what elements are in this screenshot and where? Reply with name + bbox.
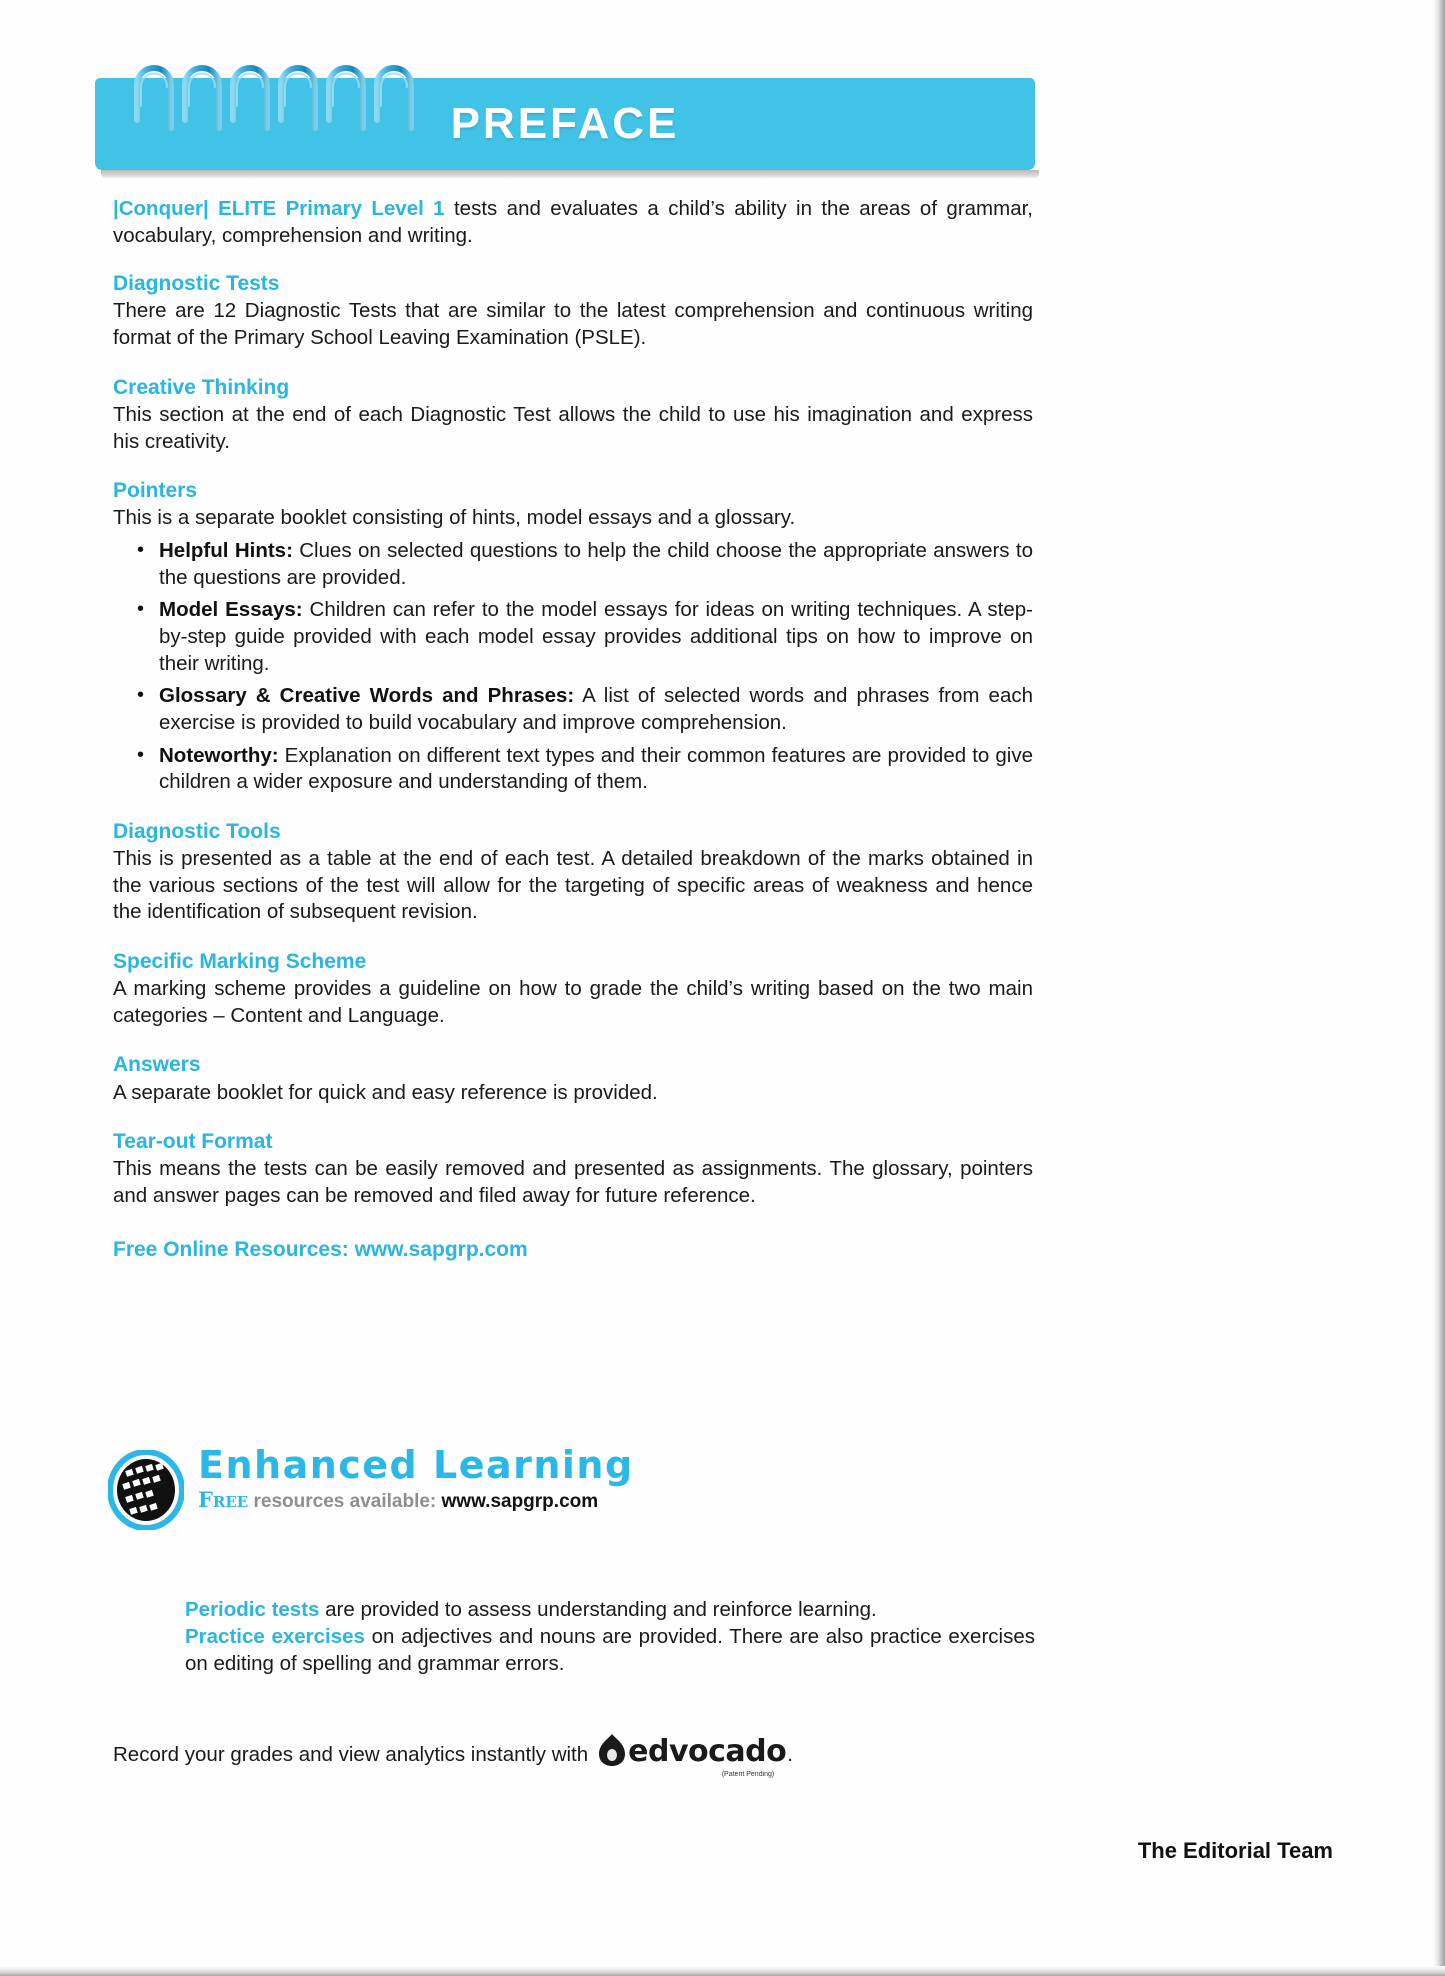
section-heading-pointers: Pointers (113, 479, 198, 503)
resources-label: resources available: (248, 1490, 442, 1512)
bullet-term: Helpful Hints: (159, 539, 293, 563)
intro-paragraph (113, 196, 1033, 249)
section-body-tear-out-format: This means the tests can be easily removed and presented as assignments. The glossary, pointers and answer pages can be removed and filed away for future reference. (113, 1157, 1033, 1208)
bullet-term: Noteworthy: (159, 743, 279, 767)
practice-exercises-line (185, 1623, 1035, 1677)
enhanced-learning-text (198, 1443, 634, 1513)
periodic-tests-line (185, 1596, 1035, 1623)
bullet-text: A list of selected words and phrases from each exercise is provided to build vocabulary and improve comprehension. (159, 684, 1033, 734)
edvocado-trademark: (Patent Pending) (721, 1771, 775, 1778)
page-edge-bottom (0, 1966, 1445, 1976)
section-body-answers: A separate booklet for quick and easy reference is provided. (113, 1080, 658, 1104)
bullet-text: Children can refer to the model essays for ideas on writing techniques. A step-by-step guide provided with each model essay provides additional tips on how to improve on their writing. (159, 598, 1033, 675)
page-title: PREFACE (450, 99, 680, 148)
free-online-resources: Free Online Resources: www.sapgrp.com (113, 1237, 528, 1261)
header-banner-shadow (101, 170, 1039, 179)
section-body-creative-thinking: This section at the end of each Diagnostic Test allows the child to use his imagination and express his creativity. (113, 402, 1033, 453)
bullet-term: Glossary & Creative Words and Phrases: (159, 684, 575, 708)
preface-body (113, 196, 1033, 1263)
list-item (113, 743, 1033, 796)
edvocado-line (113, 1727, 793, 1778)
section-body-diagnostic-tools: This is presented as a table at the end of each test. A detailed breakdown of the marks obtained in the various sections of the test will allow for the targeting of specific areas of weakness and hence the identification of subsequent revision. (113, 847, 1033, 924)
film-strip-circle-icon (108, 1450, 184, 1530)
edvocado-logo (597, 1727, 787, 1778)
section-heading-diagnostic-tools: Diagnostic Tools (113, 819, 281, 843)
section-heading-answers: Answers (113, 1053, 201, 1077)
intro-lead: |Conquer| ELITE Primary Level 1 (113, 197, 445, 220)
practice-exercises-term: Practice exercises (185, 1625, 365, 1649)
preface-header (95, 78, 1040, 178)
bullet-text: Clues on selected questions to help the child choose the appropriate answers to the questions are provided. (159, 539, 1034, 589)
section-heading-tear-out-format: Tear-out Format (113, 1130, 273, 1154)
periodic-tests-term: Periodic tests (185, 1598, 320, 1621)
edvocado-prefix: Record your grades and view analytics instantly with (113, 1743, 589, 1766)
intro-rest: tests and evaluates a child’s ability in the areas of grammar, vocabulary, comprehension and writing. (113, 197, 1033, 247)
enhanced-learning-title: Enhanced Learning (198, 1443, 634, 1487)
list-item (113, 597, 1033, 677)
list-item (113, 683, 1033, 736)
list-item (113, 538, 1033, 591)
enhanced-learning-logo (108, 1443, 668, 1530)
bullet-text: Explanation on different text types and their common features are provided to give children a wider exposure and understanding of them. (159, 743, 1033, 794)
periodic-practice-block (185, 1596, 1035, 1677)
page-edge-right (1433, 0, 1445, 1976)
free-label: Free (198, 1486, 249, 1512)
section-body-specific-marking-scheme: A marking scheme provides a guideline on how to grade the child’s writing based on the two main categories – Content and Language. (113, 977, 1033, 1027)
spiral-binding-icon (125, 46, 445, 138)
pointers-bullet-list (113, 538, 1033, 796)
enhanced-learning-subtitle (198, 1488, 634, 1513)
bullet-term: Model Essays: (159, 598, 303, 622)
section-body-diagnostic-tests: There are 12 Diagnostic Tests that are similar to the latest comprehension and continuous writing format of the Primary School Leaving Examination (PSLE). (113, 299, 1033, 350)
editorial-team-signature: The Editorial Team (1137, 1838, 1333, 1863)
section-body-pointers: This is a separate booklet consisting of hints, model essays and a glossary. (113, 506, 796, 530)
periodic-tests-text: are provided to assess understanding and reinforce learning. (319, 1598, 877, 1621)
avocado-icon (597, 1733, 627, 1767)
edvocado-period: . (787, 1743, 793, 1766)
sapgrp-url: www.sapgrp.com (441, 1490, 599, 1512)
section-heading-diagnostic-tests: Diagnostic Tests (113, 272, 280, 296)
section-heading-specific-marking-scheme: Specific Marking Scheme (113, 949, 367, 973)
edvocado-wordmark: edvocado (628, 1734, 787, 1769)
practice-exercises-text: on adjectives and nouns are provided. There are also practice exercises on editing of spelling and grammar errors. (185, 1625, 1035, 1676)
section-heading-creative-thinking: Creative Thinking (113, 375, 290, 399)
